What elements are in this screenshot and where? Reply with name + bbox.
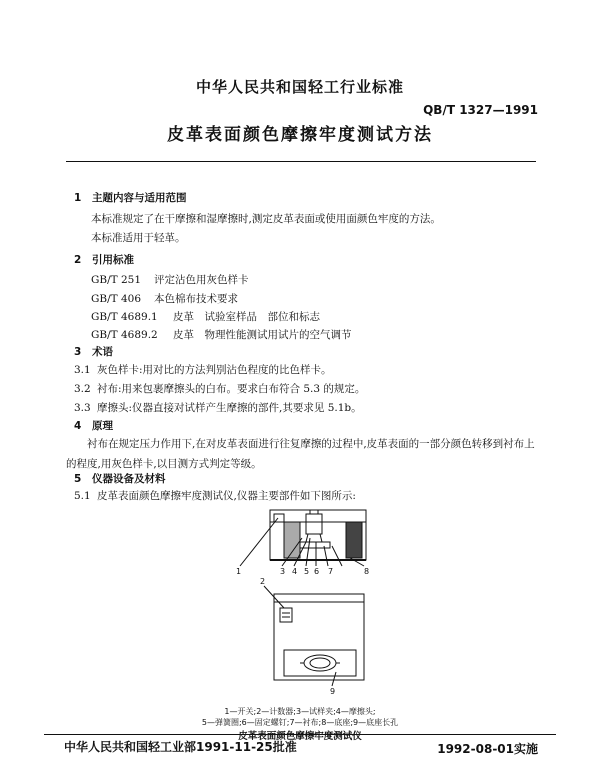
reference-code: GB/T 4689.2	[91, 329, 158, 341]
header-rule	[66, 161, 536, 162]
section-5-heading	[74, 471, 166, 486]
implementation-date: 1992-08-01实施	[437, 742, 538, 756]
issuer-heading: 中华人民共和国轻工行业标准	[195, 78, 404, 96]
reference-code: GB/T 406	[91, 293, 142, 305]
term-text: 摩擦头:仪器直接对试样产生摩擦的部件,其要求见 5.1b。	[97, 402, 362, 414]
section-title: 仪器设备及材料	[92, 473, 166, 485]
front-view	[270, 510, 366, 560]
figure-label: 3	[280, 567, 286, 576]
term-number: 3.2	[74, 383, 91, 395]
counter-icon	[280, 608, 292, 622]
principle-paragraph: 衬布在规定压力作用下,在对皮革表面进行往复摩擦的过程中,皮革表面的一部分颜色转移到衬布上的程度,用灰色样卡,以目测方式判定等级。	[66, 438, 535, 470]
figure-label: 8	[364, 567, 370, 576]
figure-label: 5	[304, 567, 310, 576]
figure-caption-line-1: 1—开关;2—计数器;3—试样夹;4—摩擦头;	[224, 707, 376, 716]
figure-caption-line-2: 5—弹簧圈;6—固定螺钉;7—衬布;8—底座;9—底座长孔	[201, 718, 399, 727]
section-1-heading	[74, 190, 187, 205]
section-title: 原理	[92, 420, 113, 432]
document-title: 皮革表面颜色摩擦牢度测试方法	[167, 125, 433, 145]
section-title: 引用标准	[92, 254, 134, 266]
approval-date: 中华人民共和国轻工业部1991-11-25批准	[64, 740, 297, 754]
term-text: 衬布:用来包裹摩擦头的白布。要求白布符合 5.3 的规定。	[97, 383, 366, 395]
section-title: 术语	[92, 346, 113, 358]
section-number: 3	[74, 346, 82, 358]
section-number: 4	[74, 420, 82, 432]
reference-title: 皮革 物理性能测试用试片的空气调节	[173, 329, 352, 341]
section-1-line-1: 本标准规定了在干摩擦和湿摩擦时,测定皮革表面或使用面颜色牢度的方法。	[91, 213, 441, 225]
reference-code: GB/T 4689.1	[91, 311, 158, 323]
section-number: 5	[74, 473, 82, 485]
term-item	[74, 399, 362, 418]
term-item	[74, 380, 365, 399]
reference-item	[91, 272, 249, 287]
figure-caption-title: 皮革表面颜色摩擦牢度测试仪	[238, 731, 362, 742]
reference-item	[91, 309, 320, 324]
section-number: 1	[74, 192, 82, 204]
footer-rule	[44, 734, 556, 735]
figure-label: 9	[330, 687, 336, 696]
term-text: 灰色样卡:用对比的方法判别沾色程度的比色样卡。	[97, 364, 332, 376]
figure-label: 7	[328, 567, 334, 576]
figure-label: 1	[236, 567, 242, 576]
item-number: 5.1	[74, 490, 91, 502]
tester-diagram	[200, 502, 400, 702]
term-item	[74, 361, 332, 380]
section-number: 2	[74, 254, 82, 266]
figure-label: 2	[260, 577, 266, 586]
section-4-heading	[74, 418, 113, 433]
reference-code: GB/T 251	[91, 274, 142, 286]
friction-head-icon	[306, 514, 322, 534]
reference-title: 评定沾色用灰色样卡	[154, 274, 249, 286]
figure-label: 4	[292, 567, 298, 576]
reference-title: 皮革 试验室样品 部位和标志	[173, 311, 320, 323]
section-2-heading	[74, 252, 134, 267]
section-1-line-2: 本标准适用于轻革。	[91, 232, 186, 244]
term-number: 3.3	[74, 402, 91, 414]
reference-item	[91, 291, 238, 306]
term-number: 3.1	[74, 364, 91, 376]
standard-number: QB/T 1327—1991	[423, 103, 538, 117]
item-text: 皮革表面颜色摩擦牢度测试仪,仪器主要部件如下图所示:	[97, 490, 356, 502]
section-3-heading	[74, 344, 113, 359]
top-view	[274, 594, 364, 680]
figure-label: 6	[314, 567, 320, 576]
section-title: 主题内容与适用范围	[92, 192, 187, 204]
reference-item	[91, 327, 352, 342]
reference-title: 本色棉布技术要求	[154, 293, 238, 305]
